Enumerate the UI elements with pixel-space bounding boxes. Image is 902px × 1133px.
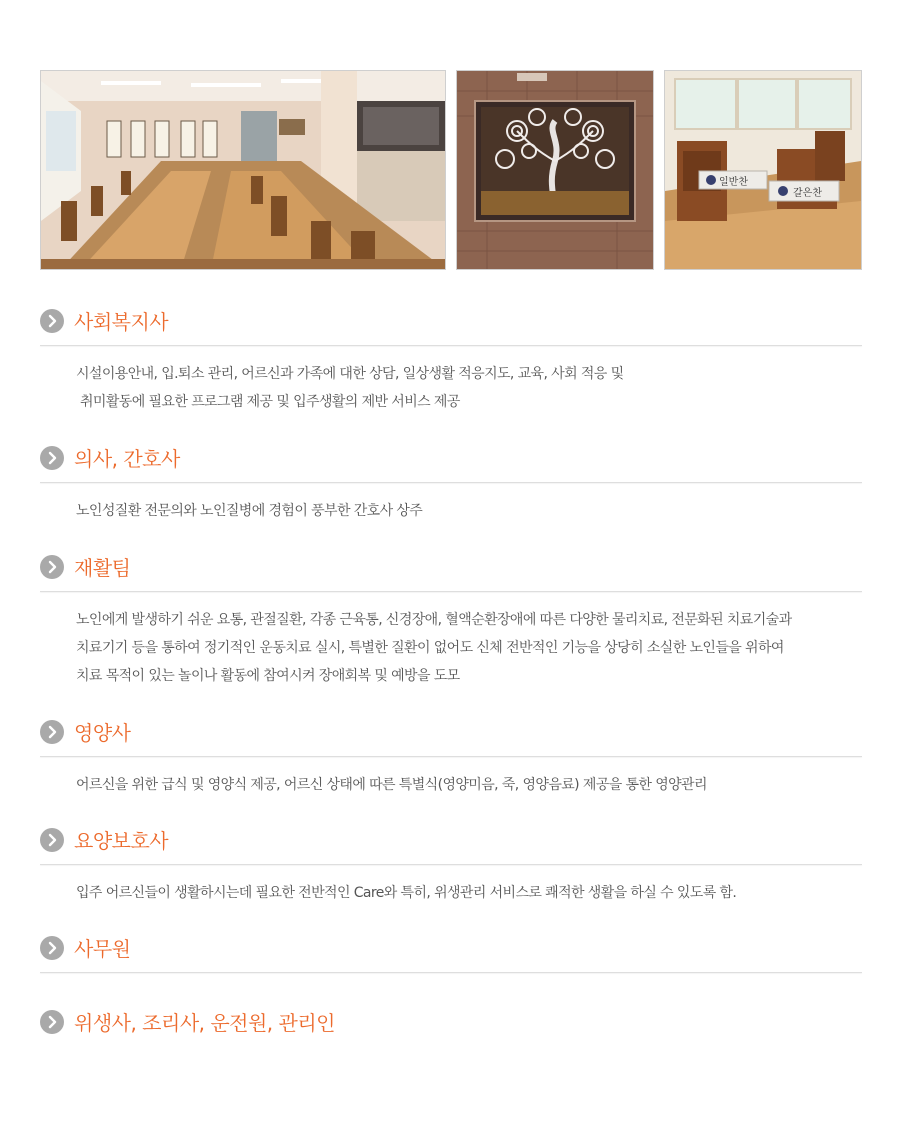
photo-gallery xyxy=(40,70,862,270)
section-rehab-team xyxy=(40,546,862,690)
section-title: 재활팀 xyxy=(74,556,131,580)
name-plate-tables-photo xyxy=(664,70,862,270)
section-title: 영양사 xyxy=(74,721,131,745)
divider xyxy=(40,345,862,346)
section-support-staff xyxy=(40,1001,862,1047)
section-doctor-nurse xyxy=(40,437,862,525)
section-header xyxy=(40,711,862,757)
section-title: 위생사, 조리사, 운전원, 관리인 xyxy=(74,1011,335,1035)
chevron-right-icon xyxy=(40,1010,64,1034)
dining-hall-photo xyxy=(40,70,446,270)
section-description xyxy=(76,360,862,416)
section-header xyxy=(40,927,862,973)
section-title: 의사, 간호사 xyxy=(74,447,180,471)
description-line: 치료 목적이 있는 놀이나 활동에 참여시켜 장애회복 및 예방을 도모 xyxy=(76,668,460,684)
section-description xyxy=(76,606,862,690)
section-header xyxy=(40,300,862,346)
section-header xyxy=(40,1001,862,1047)
section-header xyxy=(40,437,862,483)
section-header xyxy=(40,819,862,865)
description-line: 어르신을 위한 급식 및 영양식 제공, 어르신 상태에 따른 특별식(영양미음, 죽, 영양음료) 제공을 통한 영양관리 xyxy=(76,777,707,793)
section-title: 요양보호사 xyxy=(74,829,169,853)
divider xyxy=(40,972,862,973)
chevron-right-icon xyxy=(40,828,64,852)
description-line: 노인성질환 전문의와 노인질병에 경험이 풍부한 간호사 상주 xyxy=(76,503,423,519)
description-line: 노인에게 발생하기 쉬운 요통, 관절질환, 각종 근육통, 신경장애, 혈액순환장애에 따른 다양한 물리치료, 전문화된 치료기술과 xyxy=(76,612,792,628)
divider xyxy=(40,591,862,592)
section-description xyxy=(76,771,862,799)
section-caregiver xyxy=(40,819,862,907)
section-nutritionist xyxy=(40,711,862,799)
section-office-staff xyxy=(40,927,862,973)
section-description xyxy=(76,497,862,525)
description-line: 시설이용안내, 입.퇴소 관리, 어르신과 가족에 대한 상담, 일상생활 적응지도, 교육, 사회 적응 및 xyxy=(76,366,624,382)
description-line: 입주 어르신들이 생활하시는데 필요한 전반적인 Care와 특히, 위생관리 서비스로 쾌적한 생활을 하실 수 있도록 함. xyxy=(76,885,737,901)
description-line: 치료기기 등을 통하여 정기적인 운동치료 실시, 특별한 질환이 없어도 신체 전반적인 기능을 상당히 소실한 노인들을 위하여 xyxy=(76,640,784,656)
section-social-worker xyxy=(40,300,862,416)
tree-mural-photo xyxy=(456,70,654,270)
description-line: 취미활동에 필요한 프로그램 제공 및 입주생활의 제반 서비스 제공 xyxy=(80,394,460,410)
divider xyxy=(40,756,862,757)
chevron-right-icon xyxy=(40,555,64,579)
section-header xyxy=(40,546,862,592)
chevron-right-icon xyxy=(40,446,64,470)
divider xyxy=(40,864,862,865)
section-title: 사회복지사 xyxy=(74,310,169,334)
divider xyxy=(40,482,862,483)
section-description xyxy=(76,879,862,907)
section-title: 사무원 xyxy=(74,937,131,961)
chevron-right-icon xyxy=(40,309,64,333)
chevron-right-icon xyxy=(40,720,64,744)
name-plate-label-1: 일반찬 xyxy=(719,177,748,188)
name-plate-label-2: 갈은찬 xyxy=(793,188,822,199)
chevron-right-icon xyxy=(40,936,64,960)
